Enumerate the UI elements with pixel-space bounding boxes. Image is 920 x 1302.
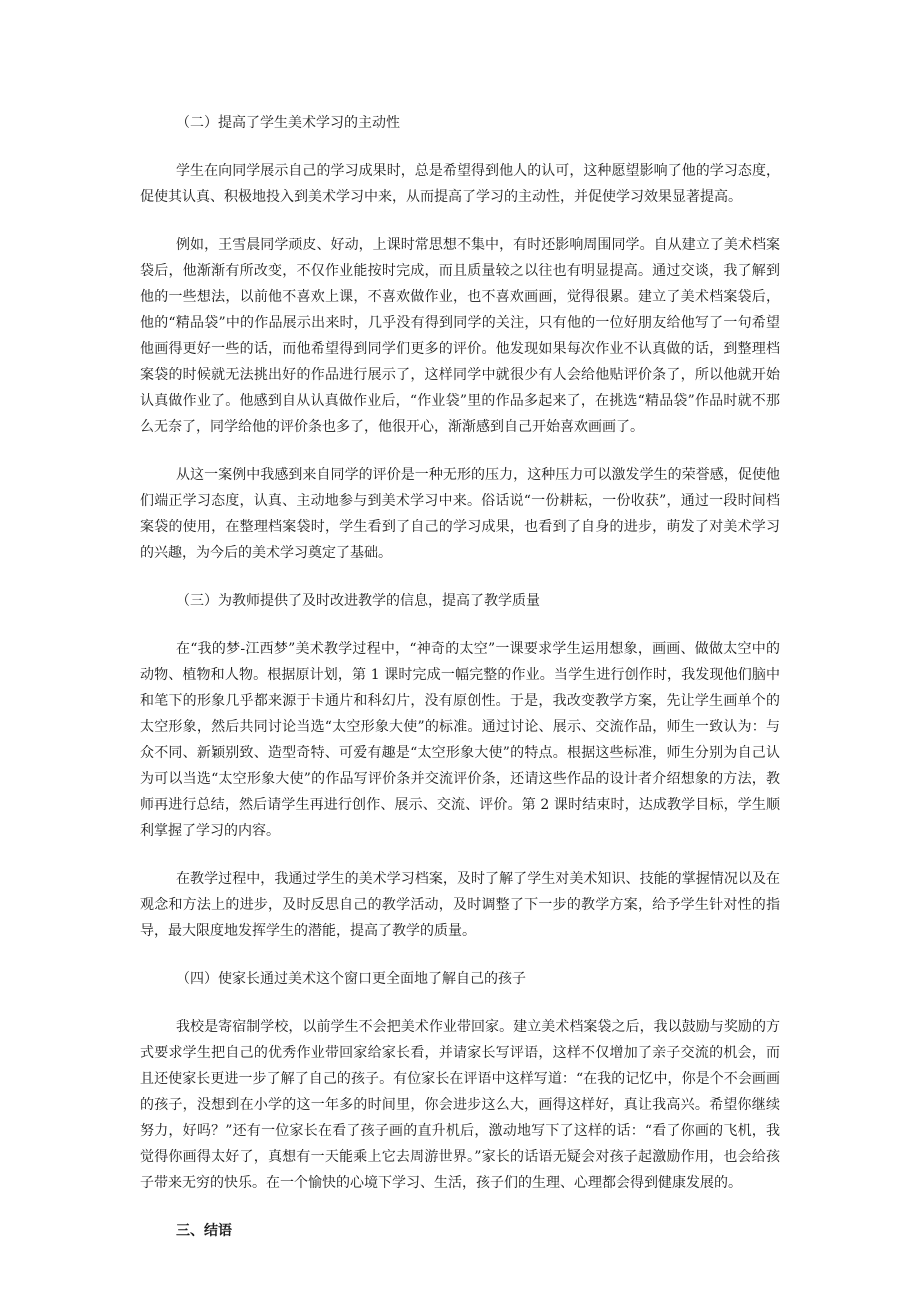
paragraph-2: 例如，王雪晨同学顽皮、好动，上课时常思想不集中，有时还影响周围同学。自从建立了美术档案袋后，他渐渐有所改变，不仅作业能按时完成，而且质量较之以往也有明显提高。通过交谈，我了解到他的一些想法，以前他不喜欢上课，不喜欢做作业，也不喜欢画画，觉得很累。建立了美术档案袋后，他的“精品袋”中的作品展示出来时，几乎没有得到同学的关注，只有他的一位好朋友给他写了一句希望他画得更好一些的话，而他希望得到同学们更多的评价。他发现如果每次作业不认真做的话，到整理档案袋的时候就无法挑出好的作品进行展示了，这样同学中就很少有人会给他贴评价条了，所以他就开始认真做作业了。他感到自从认真做作业后，“作业袋”里的作品多起来了，在挑选“精品袋”作品时就不那么无奈了，同学给他的评价条也多了，他很开心，渐渐感到自己开始喜欢画画了。 — [140, 237, 780, 435]
section-heading-3: （三）为教师提供了及时改进教学的信息，提高了教学质量 — [176, 593, 540, 609]
document-page — [140, 110, 780, 1244]
paragraph-4: 在“我的梦-江西梦”美术教学过程中，“神奇的太空”一课要求学生运用想象，画画、做做太空中的动物、植物和人物。根据原计划，第 1 课时完成一幅完整的作业。当学生进行创作时，我发现他们脑中和笔下的形象几乎都来源于卡通片和科幻片，没有原创性。于是，我改变教学方案，先让学生画单个的太空形象，然后共同讨论当选“太空形象大使”的标准。通过讨论、展示、交流作品，师生一致认为：与众不同、新颖别致、造型奇特、可爱有趣是“太空形象大使”的特点。根据这些标准，师生分别为自己认为可以当选“太空形象大使”的作品写评价条并交流评价条，还请这些作品的设计者介绍想象的方法，教师再进行总结，然后请学生再进行创作、展示、交流、评价。第 2 课时结束时，达成教学目标，学生顺利掌握了学习的内容。 — [140, 641, 780, 839]
paragraph-1: 学生在向同学展示自己的学习成果时，总是希望得到他人的认可，这种愿望影响了他的学习态度，促使其认真、积极地投入到美术学习中来，从而提高了学习的主动性，并促使学习效果显著提高。 — [140, 163, 780, 205]
paragraph-6: 我校是寄宿制学校，以前学生不会把美术作业带回家。建立美术档案袋之后，我以鼓励与奖励的方式要求学生把自己的优秀作业带回家给家长看，并请家长写评语，这样不仅增加了亲子交流的机会，而且还使家长更进一步了解了自己的孩子。有位家长在评语中这样写道：“在我的记忆中，你是个不会画画的孩子，没想到在小学的这一年多的时间里，你会进步这么大，画得这样好，真让我高兴。希望你继续努力，好吗？”还有一位家长在看了孩子画的直升机后，激动地写下了这样的话：“看了你画的飞机，我觉得你画得太好了，真想有一天能乘上它去周游世界。”家长的话语无疑会对孩子起激励作用，也会给孩子带来无穷的快乐。在一个愉快的心境下学习、生活，孩子们的生理、心理都会得到健康发展的。 — [140, 1019, 780, 1191]
section-title-conclusion: 三、结语 — [176, 1223, 232, 1239]
section-heading-2: （二）提高了学生美术学习的主动性 — [176, 115, 400, 131]
section-heading-4: （四）使家长通过美术这个窗口更全面地了解自己的孩子 — [176, 971, 526, 987]
paragraph-5: 在教学过程中，我通过学生的美术学习档案，及时了解了学生对美术知识、技能的掌握情况以及在观念和方法上的进步，及时反思自己的教学活动，及时调整了下一步的教学方案，给予学生针对性的指导，最大限度地发挥学生的潜能，提高了教学的质量。 — [140, 871, 780, 939]
paragraph-3: 从这一案例中我感到来自同学的评价是一种无形的压力，这种压力可以激发学生的荣誉感，促使他们端正学习态度，认真、主动地参与到美术学习中来。俗话说“一份耕耘，一份收获”，通过一段时间档案袋的使用，在整理档案袋时，学生看到了自己的学习成果，也看到了自身的进步，萌发了对美术学习的兴趣，为今后的美术学习奠定了基础。 — [140, 467, 780, 561]
